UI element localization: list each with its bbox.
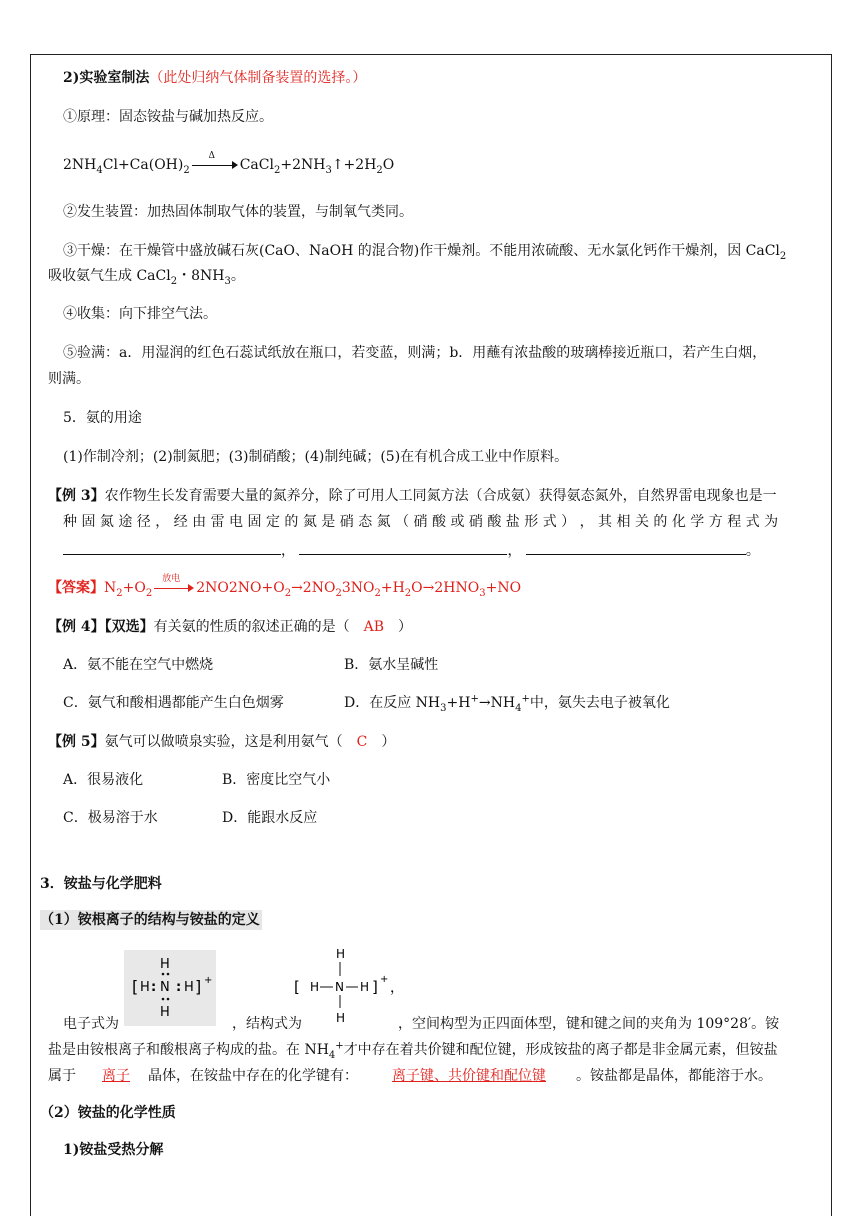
uses-heading: 5．氨的用途 (63, 410, 142, 426)
example-5-option-c: C．极易溶于水 (63, 810, 158, 826)
check-full-line-2: 则满。 (48, 371, 90, 387)
principle-line: ①原理：固态铵盐与碱加热反应。 (63, 109, 273, 125)
reaction-equation-1: $2NH_4Cl+Ca(OH)_2$ Δ $CaCl_2+2NH_3↑+2H_2O$ (63, 151, 395, 176)
svg-text:+: + (380, 974, 389, 985)
atom-h-right: H (184, 980, 194, 995)
bracket-right: ] (195, 977, 202, 996)
electron-formula-svg (124, 950, 216, 1026)
answer-bond-types: 离子键、共价键和配位键 (392, 1068, 546, 1084)
svg-text:[: [ (294, 978, 300, 996)
example-4-option-d: D．在反应 $NH_3+H^+\to NH_4^+$中，氨失去电子被氧化 (344, 693, 670, 714)
example-4-option-a: A．氨不能在空气中燃烧 (63, 657, 214, 673)
subsection-2-heading: （2）铵盐的化学性质 (40, 1105, 176, 1121)
example-5-answer: C (356, 734, 368, 750)
collection-line: ④收集：向下排空气法。 (63, 306, 217, 322)
dots-left: : (151, 980, 157, 995)
subsection-2-1-heading: 1)铵盐受热分解 (63, 1142, 164, 1158)
answer-3: 【答案】$N_2+O_2$ 放电 $2NO2NO+O_2\to 2NO_23NO_2+H_2O\to 2HNO_3+NO$ (48, 574, 522, 599)
answer-crystal-type: 离子 (102, 1068, 130, 1084)
structural-formula-svg (292, 942, 404, 1026)
example-4-option-c: C．氨气和酸相遇都能产生白色烟雾 (63, 695, 284, 711)
example-5-option-a: A．很易液化 (63, 772, 144, 788)
subsection-1-heading: （1）铵根离子的结构与铵盐的定义 (40, 912, 260, 928)
atom-h-bottom: H (160, 1005, 170, 1020)
check-full-line-1: ⑤验满：a．用湿润的红色石蕊试纸放在瓶口，若变蓝，则满；b．用蘸有浓盐酸的玻璃棒接近瓶口，若产生白烟， (63, 345, 767, 361)
heating-arrow: Δ (192, 160, 238, 170)
drying-line-2: 吸收氨气生成 CaCl$_2$・$8NH_3$。 (48, 268, 245, 287)
svg-text:H: H (310, 980, 320, 994)
ammonium-para-line-1c: ，空间构型为正四面体型，键和键之间的夹角为 109°28′。铵 (398, 1016, 780, 1032)
svg-text:，: ， (390, 980, 404, 996)
charge: + (204, 975, 213, 986)
drying-line-1: ③干燥：在干燥管中盛放碱石灰(CaO、NaOH 的混合物)作干燥剂。不能用浓硫酸、无水氯化钙作干燥剂，因 CaCl$_2$ (63, 243, 787, 262)
discharge-arrow: 放电 (154, 583, 194, 593)
heading-note: （此处归纳气体制备装置的选择。） (149, 70, 367, 86)
svg-text:N: N (335, 980, 344, 994)
example-4-question: 【例 4】【双选】有关氨的性质的叙述正确的是（ AB ） (48, 619, 413, 635)
apparatus-line: ②发生装置：加热固体制取气体的装置，与制氧气类同。 (63, 204, 413, 220)
ammonium-para-line-3: 属于 离子 晶体，在铵盐中存在的化学键有： 离子键、共价键和配位键 。铵盐都是晶体，都能溶于水。 (48, 1068, 772, 1084)
example-5-option-d: D．能跟水反应 (222, 810, 318, 826)
svg-text:H: H (336, 947, 346, 961)
atom-h-left: H (140, 980, 150, 995)
svg-text:H: H (336, 1011, 346, 1025)
ammonium-para-line-1a: 电子式为 (63, 1016, 119, 1032)
answer-blank-1 (63, 540, 281, 555)
heading-text: 2)实验室制法 (63, 70, 150, 86)
example-3-line-1: 【例 3】农作物生长发育需要大量的氮养分，除了可用人工同氮方法（合成氨）获得氨态氮外，自然界雷电现象也是一 (48, 488, 777, 504)
uses-line: (1)作制冷剂；(2)制氮肥；(3)制硝酸；(4)制纯碱；(5)在有机合成工业中作原料。 (63, 449, 569, 465)
svg-text:]: ] (372, 978, 378, 996)
answer-blank-3 (526, 540, 746, 555)
atom-n: N (160, 980, 170, 995)
ammonium-para-line-1b: ，结构式为 (232, 1016, 302, 1032)
ammonium-para-line-2: 盐是由铵根离子和酸根离子构成的盐。在 $NH_4^+$才中存在着共价键和配位键，形成铵盐的离子都是非金属元素，但铵盐 (48, 1040, 778, 1061)
example-5-question: 【例 5】氨气可以做喷泉实验，这是利用氨气（ C ） (48, 734, 396, 750)
bracket-left: [ (132, 977, 139, 996)
ammonium-structural-formula (292, 942, 404, 1026)
example-3-line-2: 种 固 氮 途 径 ， 经 由 雷 电 固 定 的 氮 是 硝 态 氮 （ 硝 酸 或 硝 酸 盐 形 式 ） ， 其 相 关 的 化 学 方 程 式 为 (63, 514, 779, 530)
section-heading-lab-prep (63, 68, 366, 88)
example-4-option-b: B．氨水呈碱性 (344, 657, 439, 673)
ammonium-electron-formula (124, 950, 216, 1026)
answer-blank-2 (299, 540, 507, 555)
dots-right: : (176, 980, 182, 995)
atom-h-top: H (160, 957, 170, 972)
example-4-answer: AB (363, 619, 385, 635)
example-5-option-b: B．密度比空气小 (222, 772, 331, 788)
example-tag: 【例 3】 (48, 488, 105, 504)
section-3-heading: 3．铵盐与化学肥料 (40, 876, 162, 892)
example-3-blanks: ， ， 。 (63, 540, 760, 561)
svg-text:H: H (360, 980, 370, 994)
